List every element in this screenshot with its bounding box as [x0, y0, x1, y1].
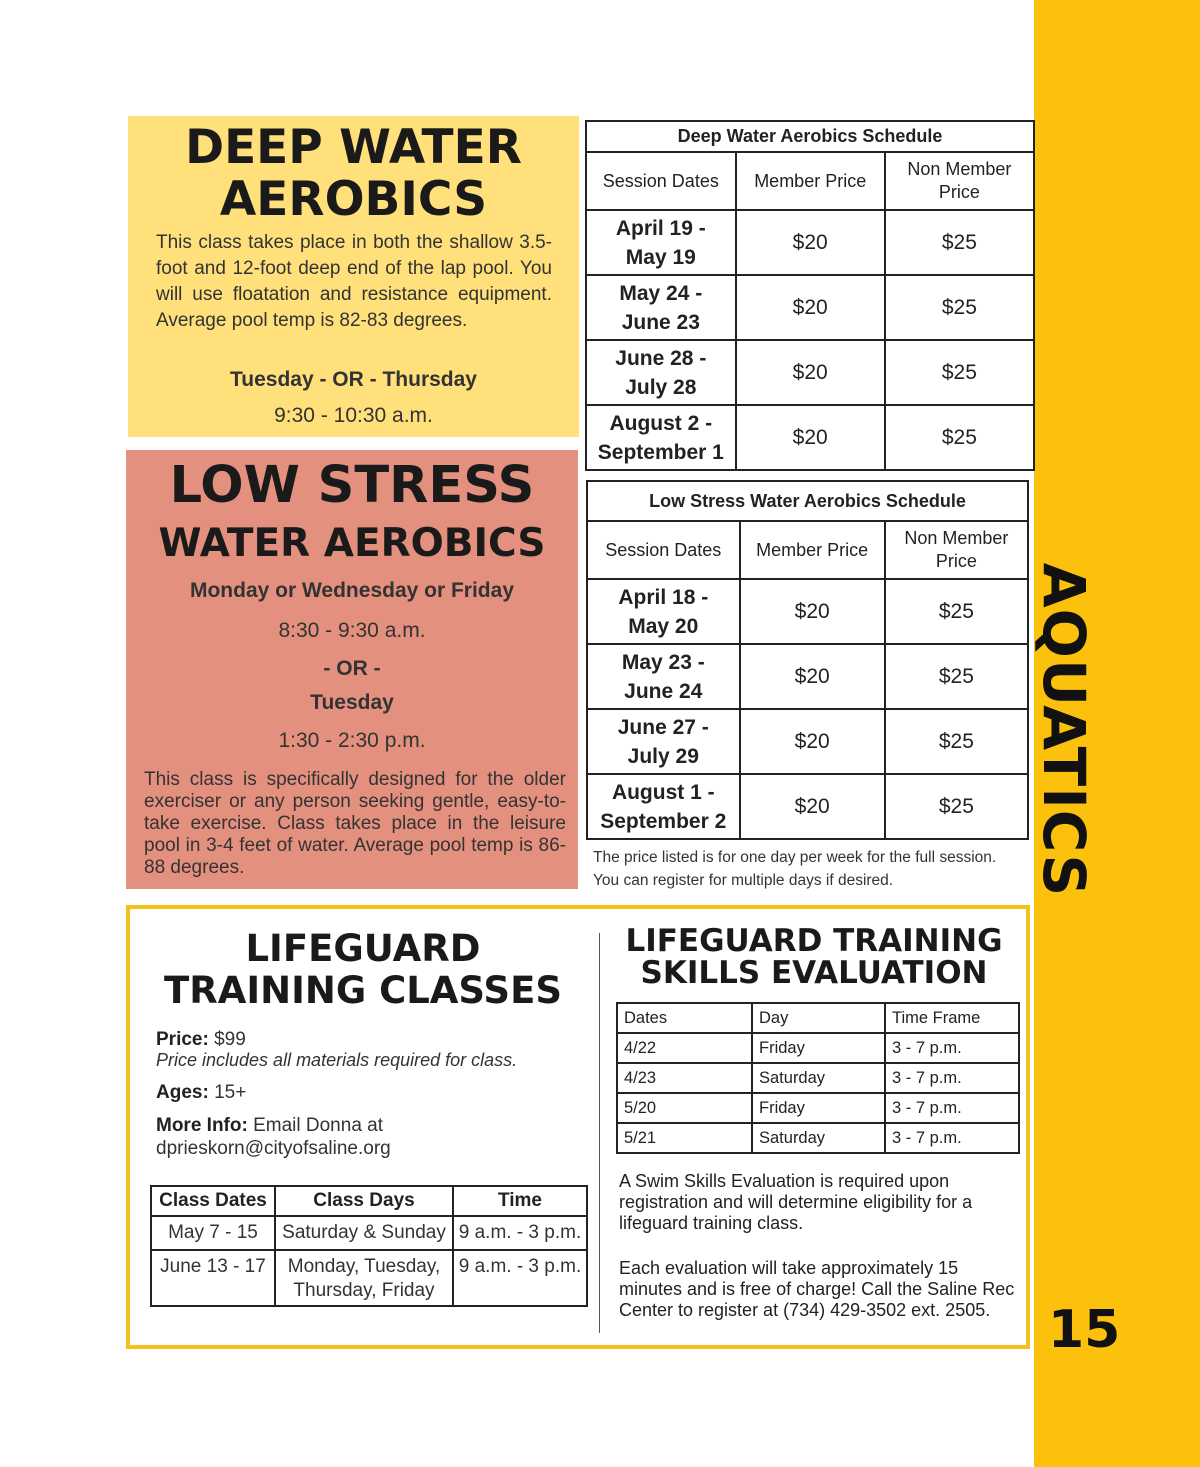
eval-date: 4/22 [617, 1033, 752, 1063]
table-row [586, 340, 1034, 405]
table-row [617, 1123, 1019, 1153]
session-date-end: September 1 [597, 440, 724, 464]
section-title: AQUATICS [1030, 562, 1098, 898]
session-date-start: May 24 - [619, 281, 703, 305]
eval-time: 3 - 7 p.m. [885, 1063, 1019, 1093]
non-member-price: $25 [885, 644, 1028, 709]
table-row [586, 405, 1034, 470]
lifeguard-classes-table [150, 1185, 588, 1307]
evaluation-requirement-text: A Swim Skills Evaluation is required upon registration and will determine eligibility for a lifeguard training class. [619, 1171, 973, 1233]
table-row [587, 709, 1028, 774]
session-date-end: July 29 [627, 744, 699, 768]
eval-day: Saturday [752, 1063, 885, 1093]
class-days: Saturday & Sunday [275, 1216, 453, 1250]
evaluation-info-text: Each evaluation will take approximately 15 minutes and is free of charge! Call the Saline Rec Center to register at (734) 429-3502 ext. 2505. [619, 1258, 1015, 1320]
non-member-price: $25 [885, 405, 1034, 470]
session-date-end: May 20 [628, 614, 699, 638]
member-price: $20 [736, 340, 885, 405]
column-header: Time Frame [885, 1003, 1019, 1033]
class-time: 9 a.m. - 3 p.m. [453, 1216, 587, 1250]
evaluation-title: LIFEGUARD TRAINING SKILLS EVALUATION [625, 923, 1003, 991]
column-header: Non Member Price [885, 152, 1034, 210]
member-price: $20 [740, 709, 885, 774]
deep-water-schedule-table [585, 120, 1035, 471]
class-dates: June 13 - 17 [151, 1250, 275, 1306]
low-stress-aerobics-box [126, 450, 578, 889]
member-price: $20 [736, 405, 885, 470]
low-stress-day2: Tuesday [310, 691, 394, 714]
class-dates: May 7 - 15 [151, 1216, 275, 1250]
non-member-price: $25 [885, 709, 1028, 774]
column-header: Non Member Price [885, 521, 1028, 579]
lifeguard-price: Price: $99 [156, 1029, 246, 1050]
page-number: 15 [1048, 1300, 1121, 1360]
low-stress-title: LOW STRESS [169, 456, 535, 515]
session-date-start: April 18 - [618, 585, 709, 609]
low-stress-schedule-table [586, 480, 1029, 840]
deep-water-time: 9:30 - 10:30 a.m. [274, 404, 433, 427]
eval-day: Friday [752, 1093, 885, 1123]
deep-water-title: DEEP WATER AEROBICS [185, 120, 522, 227]
member-price: $20 [740, 579, 885, 644]
class-time: 9 a.m. - 3 p.m. [453, 1250, 587, 1306]
member-price: $20 [736, 210, 885, 275]
table-row [151, 1250, 587, 1306]
eval-time: 3 - 7 p.m. [885, 1123, 1019, 1153]
non-member-price: $25 [885, 275, 1034, 340]
column-header: Class Days [275, 1186, 453, 1216]
member-price: $20 [740, 644, 885, 709]
eval-day: Saturday [752, 1123, 885, 1153]
table-title: Low Stress Water Aerobics Schedule [587, 481, 1028, 521]
member-price: $20 [736, 275, 885, 340]
class-days: Monday, Tuesday, Thursday, Friday [275, 1250, 453, 1306]
column-header: Dates [617, 1003, 752, 1033]
price-note: The price listed is for one day per week for the full session. You can register for multiple days if desired. [593, 849, 997, 889]
lifeguard-title: LIFEGUARD TRAINING CLASSES [163, 927, 562, 1012]
session-date-end: June 23 [621, 310, 700, 334]
column-header: Class Dates [151, 1186, 275, 1216]
table-row [586, 275, 1034, 340]
low-stress-subtitle: WATER AEROBICS [158, 521, 546, 566]
session-date-end: May 19 [625, 245, 696, 269]
non-member-price: $25 [885, 210, 1034, 275]
session-date-start: August 1 - [611, 780, 715, 804]
lifeguard-price-note: Price includes all materials required for class. [156, 1050, 518, 1070]
low-stress-time2: 1:30 - 2:30 p.m. [278, 729, 426, 752]
session-date-end: June 24 [624, 679, 703, 703]
low-stress-time1: 8:30 - 9:30 a.m. [278, 619, 426, 642]
column-header: Time [453, 1186, 587, 1216]
table-row [587, 774, 1028, 839]
eval-time: 3 - 7 p.m. [885, 1033, 1019, 1063]
session-date-end: July 28 [625, 375, 697, 399]
eval-date: 4/23 [617, 1063, 752, 1093]
eval-date: 5/21 [617, 1123, 752, 1153]
lifeguard-ages: Ages: 15+ [156, 1082, 247, 1103]
table-row [617, 1033, 1019, 1063]
section-divider [599, 933, 600, 1333]
lifeguard-email[interactable]: dprieskorn@cityofsaline.org [156, 1138, 391, 1159]
session-date-start: August 2 - [609, 411, 713, 435]
eval-day: Friday [752, 1033, 885, 1063]
column-header: Day [752, 1003, 885, 1033]
column-header: Member Price [740, 521, 885, 579]
low-stress-days: Monday or Wednesday or Friday [189, 579, 514, 602]
low-stress-or: - OR - [323, 657, 381, 680]
deep-water-aerobics-box [128, 116, 579, 437]
table-row [151, 1216, 587, 1250]
low-stress-description: This class is specifically designed for the older exerciser or any person seeking gentle, easy-to-take exercise. Class takes place in the leisure pool in 3-4 feet of water. Average pool temp is 86-88 degrees. [144, 769, 566, 878]
table-row [586, 210, 1034, 275]
table-row [587, 579, 1028, 644]
session-date-end: September 2 [600, 809, 727, 833]
non-member-price: $25 [885, 579, 1028, 644]
table-row [617, 1093, 1019, 1123]
member-price: $20 [740, 774, 885, 839]
table-row [587, 644, 1028, 709]
column-header: Session Dates [586, 152, 736, 210]
eval-date: 5/20 [617, 1093, 752, 1123]
session-date-start: May 23 - [621, 650, 705, 674]
column-header: Member Price [736, 152, 885, 210]
lifeguard-more-info: More Info: Email Donna at [156, 1115, 384, 1136]
column-header: Session Dates [587, 521, 740, 579]
eval-time: 3 - 7 p.m. [885, 1093, 1019, 1123]
deep-water-days: Tuesday - OR - Thursday [230, 368, 477, 391]
non-member-price: $25 [885, 340, 1034, 405]
session-date-start: April 19 - [615, 216, 706, 240]
session-date-start: June 28 - [615, 346, 707, 370]
table-title: Deep Water Aerobics Schedule [586, 121, 1034, 152]
evaluation-table [616, 1002, 1020, 1154]
session-date-start: June 27 - [617, 715, 709, 739]
non-member-price: $25 [885, 774, 1028, 839]
deep-water-description: This class takes place in both the shallow 3.5-foot and 12-foot deep end of the lap pool. You will use floatation and resistance equipment. Average pool temp is 82-83 degrees. [156, 232, 552, 331]
table-row [617, 1063, 1019, 1093]
